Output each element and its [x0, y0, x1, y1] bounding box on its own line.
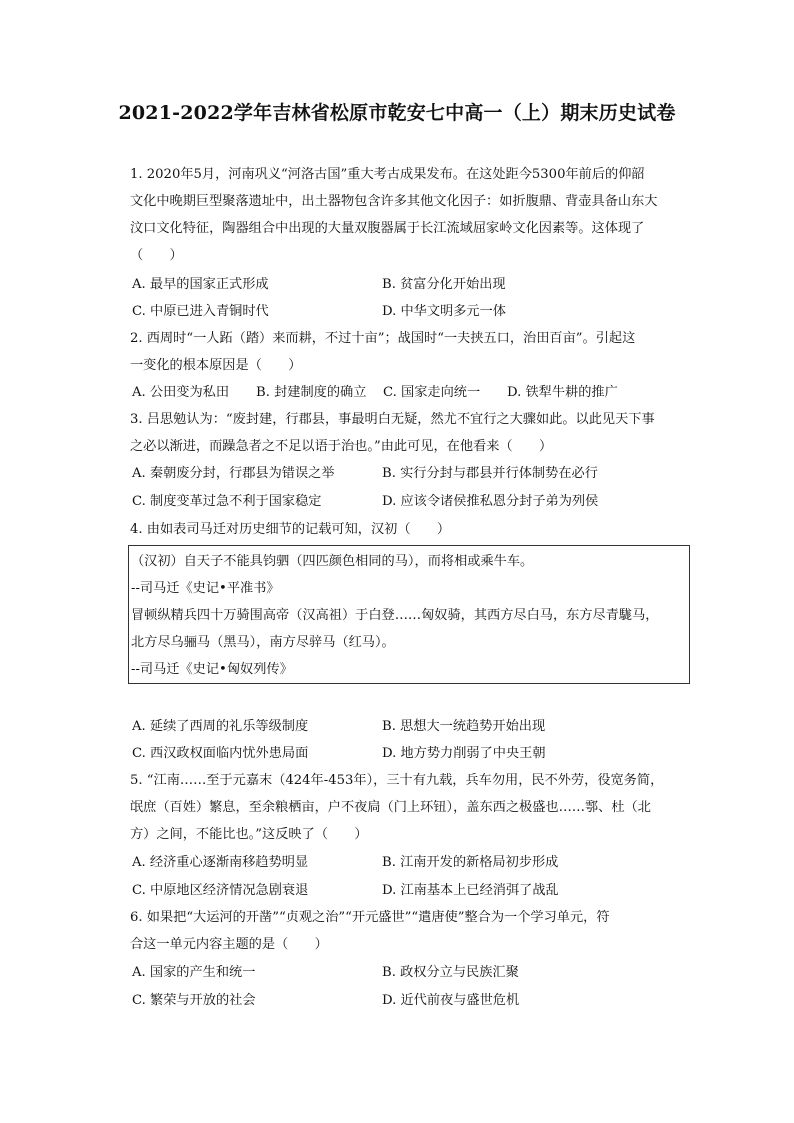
option-a: A. 公田变为私田 — [132, 385, 230, 400]
question-1-line: 1. 2020年5月，河南巩义“河洛古国”重大考古成果发布。在这处距今5300年前后的仰韶 — [130, 167, 645, 182]
source-citation: --司马迁《史记•匈奴列传》 — [131, 662, 293, 677]
question-1-line: （ ） — [130, 248, 183, 263]
option-a: A. 秦朝废分封，行郡县为错误之举 — [132, 466, 335, 481]
option-b: B. 思想大一统趋势开始出现 — [382, 719, 546, 734]
option-d: D. 铁犁牛耕的推广 — [507, 385, 618, 400]
option-b: B. 封建制度的确立 — [256, 385, 367, 400]
question-2-line: 一变化的根本原因是（ ） — [130, 358, 302, 373]
source-citation: --司马迁《史记•平准书》 — [131, 581, 280, 596]
question-6-line: 合这一单元内容主题的是（ ） — [130, 937, 328, 952]
question-3-line: 之必以渐进，而躁急者之不足以语于治也。”由此可见，在他看来（ ） — [130, 439, 553, 454]
option-a: A. 延续了西周的礼乐等级制度 — [132, 719, 309, 734]
option-a: A. 经济重心逐渐南移趋势明显 — [132, 855, 309, 870]
question-4-line: 4. 由如表司马迁对历史细节的记载可知，汉初（ ） — [130, 522, 451, 537]
option-d: D. 地方势力削弱了中央王朝 — [382, 746, 546, 761]
source-table — [128, 545, 690, 684]
option-d: D. 江南基本上已经消弭了战乱 — [382, 883, 559, 898]
question-5-line: 5. “江南……至于元嘉末（424年-453年），三十有九载，兵车勿用，民不外劳，役宽务简， — [130, 773, 664, 788]
source-quote: 冒顿纵精兵四十万骑围高帝（汉高祖）于白登……匈奴骑，其西方尽白马，东方尽青駹马， — [131, 608, 659, 623]
option-b: B. 实行分封与郡县并行体制势在必行 — [382, 466, 598, 481]
option-b: B. 政权分立与民族汇聚 — [382, 965, 519, 980]
question-1-line: 文化中晚期巨型聚落遗址中，出土器物包含许多其他文化因子：如折腹鼎、背壶具备山东大 — [130, 194, 658, 209]
option-c: C. 西汉政权面临内忧外患局面 — [132, 746, 309, 761]
question-1-line: 汶口文化特征，陶器组合中出现的大量双腹器属于长江流域屈家岭文化因素等。这体现了 — [130, 221, 645, 236]
option-c: C. 繁荣与开放的社会 — [132, 993, 256, 1008]
question-6-line: 6. 如果把“大运河的开凿”“贞观之治”“开元盛世”“遣唐使”整合为一个学习单元，符 — [130, 910, 610, 925]
option-a: A. 国家的产生和统一 — [132, 965, 256, 980]
option-b: B. 贫富分化开始出现 — [382, 277, 506, 292]
option-d: D. 近代前夜与盛世危机 — [382, 993, 520, 1008]
option-c: C. 制度变革过急不利于国家稳定 — [132, 494, 322, 509]
exam-title: 2021-2022学年吉林省松原市乾安七中高一（上）期末历史试卷 — [118, 102, 676, 124]
question-2-line: 2. 西周时“一人跖（踏）来而耕，不过十亩”；战国时“一夫挟五口，治田百亩”。引起这 — [130, 331, 636, 346]
option-d: D. 中华文明多元一体 — [382, 304, 506, 319]
option-c: C. 中原已进入青铜时代 — [132, 304, 269, 319]
question-5-line: 氓庶（百姓）繁息，至余粮栖亩，户不夜扃（门上环钮），盖东西之极盛也……鄠、杜（北 — [130, 800, 651, 815]
option-c: C. 中原地区经济情况急剧衰退 — [132, 883, 309, 898]
source-quote: 北方尽乌骊马（黑马），南方尽骍马（红马）。 — [131, 635, 395, 650]
question-3-line: 3. 吕思勉认为：“废封建，行郡县，事最明白无疑，然尤不宜行之大骤如此。以此见天下事 — [130, 412, 655, 427]
option-d: D. 应该令诸侯推私恩分封子弟为列侯 — [382, 494, 599, 509]
option-a: A. 最早的国家正式形成 — [132, 277, 269, 292]
source-quote: （汉初）自天子不能具钧驷（四匹颜色相同的马），而将相或乘牛车。 — [131, 554, 534, 569]
option-b: B. 江南开发的新格局初步形成 — [382, 855, 559, 870]
option-c: C. 国家走向统一 — [383, 385, 481, 400]
question-5-line: 方）之间，不能比也。”这反映了（ ） — [130, 827, 368, 842]
